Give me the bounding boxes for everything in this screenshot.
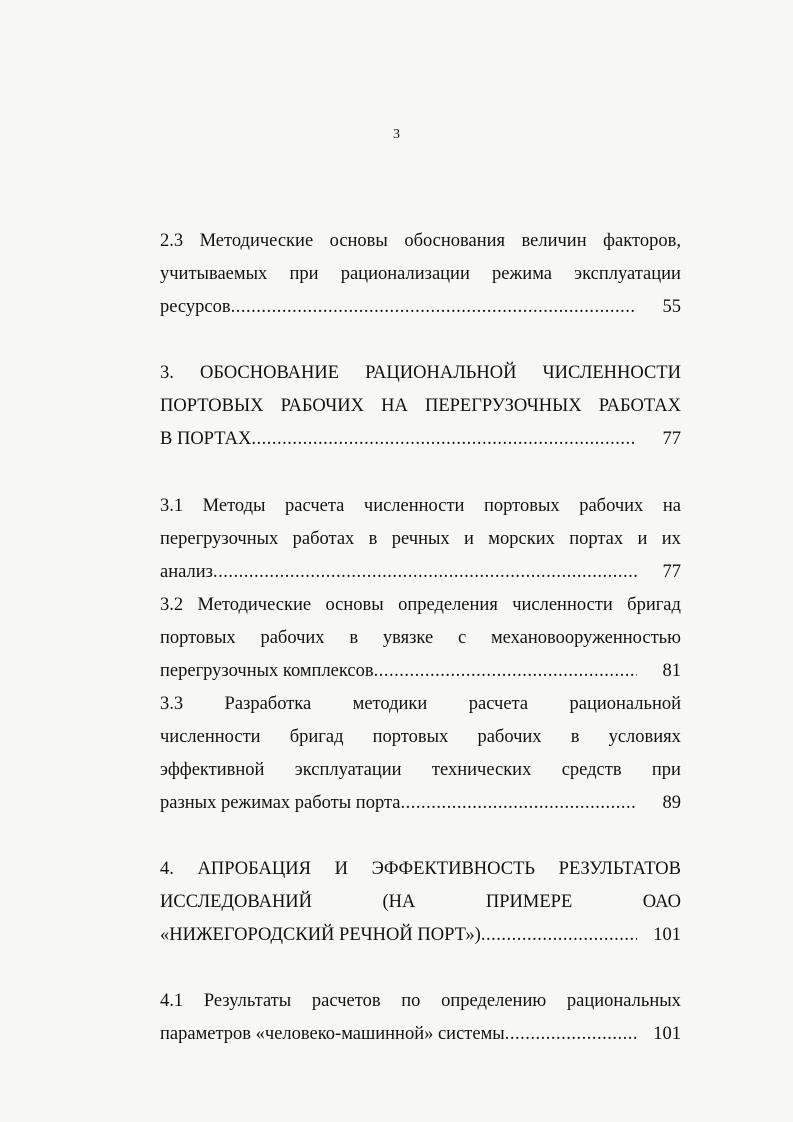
toc-word: рабочих [579, 496, 644, 516]
toc-word: рационализации [340, 264, 470, 284]
toc-word: И [334, 859, 348, 879]
toc-word: технических [431, 760, 532, 780]
toc-entry [160, 985, 681, 1051]
toc-entry-line [160, 754, 681, 787]
toc-word: при [289, 264, 319, 284]
toc-entry-last-line [160, 291, 681, 324]
toc-word: перегрузочных [160, 529, 279, 549]
toc-word: в [570, 727, 580, 747]
toc-word: портах [569, 529, 624, 549]
toc-word: бригад [289, 727, 344, 747]
toc-word: методики [352, 694, 428, 714]
toc-word: условиях [608, 727, 681, 747]
toc-word: ПЕРЕГРУЗОЧНЫХ [424, 396, 582, 416]
toc-page-number: 55 [662, 297, 681, 317]
toc-word: их [661, 529, 681, 549]
toc-word: портовых [160, 628, 236, 648]
toc-word: бригад [627, 595, 681, 615]
toc-word: эксплуатации [294, 760, 402, 780]
toc-word: ЭФФЕКТИВНОСТЬ [371, 859, 536, 879]
toc-word: режима [492, 264, 552, 284]
toc-entry-last-line [160, 787, 681, 820]
toc-word: в [349, 628, 359, 648]
toc-word: основы [325, 595, 384, 615]
toc-word: Результаты [203, 991, 292, 1011]
toc-page-number: 89 [662, 793, 681, 813]
page-number: 3 [393, 127, 400, 142]
toc-entry-last-line [160, 1018, 681, 1051]
toc-word: эксплуатации [574, 264, 681, 284]
toc-word: Методические [197, 595, 312, 615]
toc-word: ПРИМЕРЕ [485, 892, 573, 912]
toc-word: РЕЗУЛЬТАТОВ [558, 859, 681, 879]
toc-word: численности [160, 727, 261, 747]
toc-word: работах [292, 529, 355, 549]
toc-entry-label: параметров «человеко-машинной» системы [160, 1024, 505, 1044]
toc-word: ОАО [642, 892, 681, 912]
toc-word: с [457, 628, 467, 648]
toc-word: портовых [484, 496, 560, 516]
toc-word: портовых [372, 727, 449, 747]
toc-entry [160, 853, 681, 952]
toc-word: по [401, 991, 421, 1011]
toc-word: определению [441, 991, 547, 1011]
toc-word: на [662, 496, 681, 516]
leader-dots [481, 919, 637, 952]
toc-entry [160, 490, 681, 589]
toc-entry-label: разных режимах работы порта [160, 793, 401, 813]
toc-entry-line [160, 357, 681, 390]
toc-entry-line [160, 688, 681, 721]
toc-word: и [637, 529, 648, 549]
toc-word: морских [488, 529, 555, 549]
toc-entry-line [160, 258, 681, 291]
toc-word: АПРОБАЦИЯ [197, 859, 311, 879]
toc-word: 3.3 [160, 694, 184, 714]
toc-entry-line [160, 225, 681, 258]
toc-entry-last-line [160, 919, 681, 952]
toc-entry-line [160, 490, 681, 523]
toc-word: ПОРТОВЫХ [160, 396, 264, 416]
toc-page-number: 77 [662, 562, 681, 582]
toc-word: средств [561, 760, 622, 780]
toc-word: при [651, 760, 681, 780]
toc-word: механовооруженностью [490, 628, 681, 648]
toc-word: факторов, [603, 231, 681, 251]
toc-word: 2.3 [160, 231, 184, 251]
toc-entry-label: перегрузочных комплексов [160, 661, 374, 681]
toc-entry-last-line [160, 423, 681, 456]
toc-entry [160, 589, 681, 688]
toc-word: в [368, 529, 378, 549]
toc-word: увязке [382, 628, 434, 648]
toc-word: численности [512, 595, 613, 615]
toc-entry-line [160, 985, 681, 1018]
toc-entry-last-line [160, 655, 681, 688]
toc-word: эффективной [160, 760, 265, 780]
toc-word: 4. [160, 859, 174, 879]
leader-dots [400, 787, 637, 820]
toc-word: РАБОТАХ [598, 396, 681, 416]
toc-word: 3.2 [160, 595, 184, 615]
toc-word: расчета [468, 694, 529, 714]
toc-word: 4.1 [160, 991, 184, 1011]
toc-word: расчета [285, 496, 345, 516]
toc-word: Методические [199, 231, 314, 251]
toc-entry-label: «НИЖЕГОРОДСКИЙ РЕЧНОЙ ПОРТ») [160, 925, 481, 945]
toc-entry-label: В ПОРТАХ [160, 429, 252, 449]
leader-dots [374, 655, 637, 688]
toc-page-number: 77 [662, 429, 681, 449]
toc-page-number: 81 [662, 661, 681, 681]
toc-word: и [464, 529, 474, 549]
toc-entry-line [160, 721, 681, 754]
toc-word: ОБОСНОВАНИЕ [199, 363, 340, 383]
leader-dots [231, 291, 637, 324]
toc-entry-line [160, 886, 681, 919]
toc-word: 3.1 [160, 496, 184, 516]
toc-word: рациональных [566, 991, 681, 1011]
toc-word: Методы [202, 496, 266, 516]
toc-word: учитываемых [160, 264, 268, 284]
toc-word: Разработка [224, 694, 312, 714]
leader-dots [213, 556, 637, 589]
toc-page-number: 101 [653, 1024, 681, 1044]
toc-entry [160, 688, 681, 820]
toc-word: рациональной [569, 694, 681, 714]
toc-entry-line [160, 523, 681, 556]
toc-entry [160, 357, 681, 456]
toc-word: расчетов [311, 991, 381, 1011]
leader-dots [505, 1018, 637, 1051]
toc-word: ИССЛЕДОВАНИЙ [160, 892, 313, 912]
toc-word: РАБОЧИХ [280, 396, 365, 416]
toc-word: обоснования [404, 231, 506, 251]
toc-word: речных [391, 529, 450, 549]
toc-entry-last-line [160, 556, 681, 589]
toc-word: величин [521, 231, 587, 251]
toc-entry [160, 225, 681, 324]
toc-word: ЧИСЛЕННОСТИ [542, 363, 681, 383]
toc-entry-line [160, 589, 681, 622]
toc-entry-line [160, 622, 681, 655]
toc-entry-line [160, 390, 681, 423]
toc-page-number: 101 [653, 925, 681, 945]
toc-word: НА [381, 396, 408, 416]
toc-word: 3. [160, 363, 174, 383]
toc-entry-label: анализ [160, 562, 213, 582]
toc-word: численности [363, 496, 465, 516]
toc-word: РАЦИОНАЛЬНОЙ [365, 363, 517, 383]
toc-word: рабочих [477, 727, 542, 747]
toc-word: основы [329, 231, 388, 251]
toc-entry-line [160, 853, 681, 886]
leader-dots [251, 423, 637, 456]
toc-word: определения [398, 595, 498, 615]
toc-word: рабочих [260, 628, 325, 648]
toc-entry-label: ресурсов [160, 297, 231, 317]
toc-word: (НА [382, 892, 416, 912]
